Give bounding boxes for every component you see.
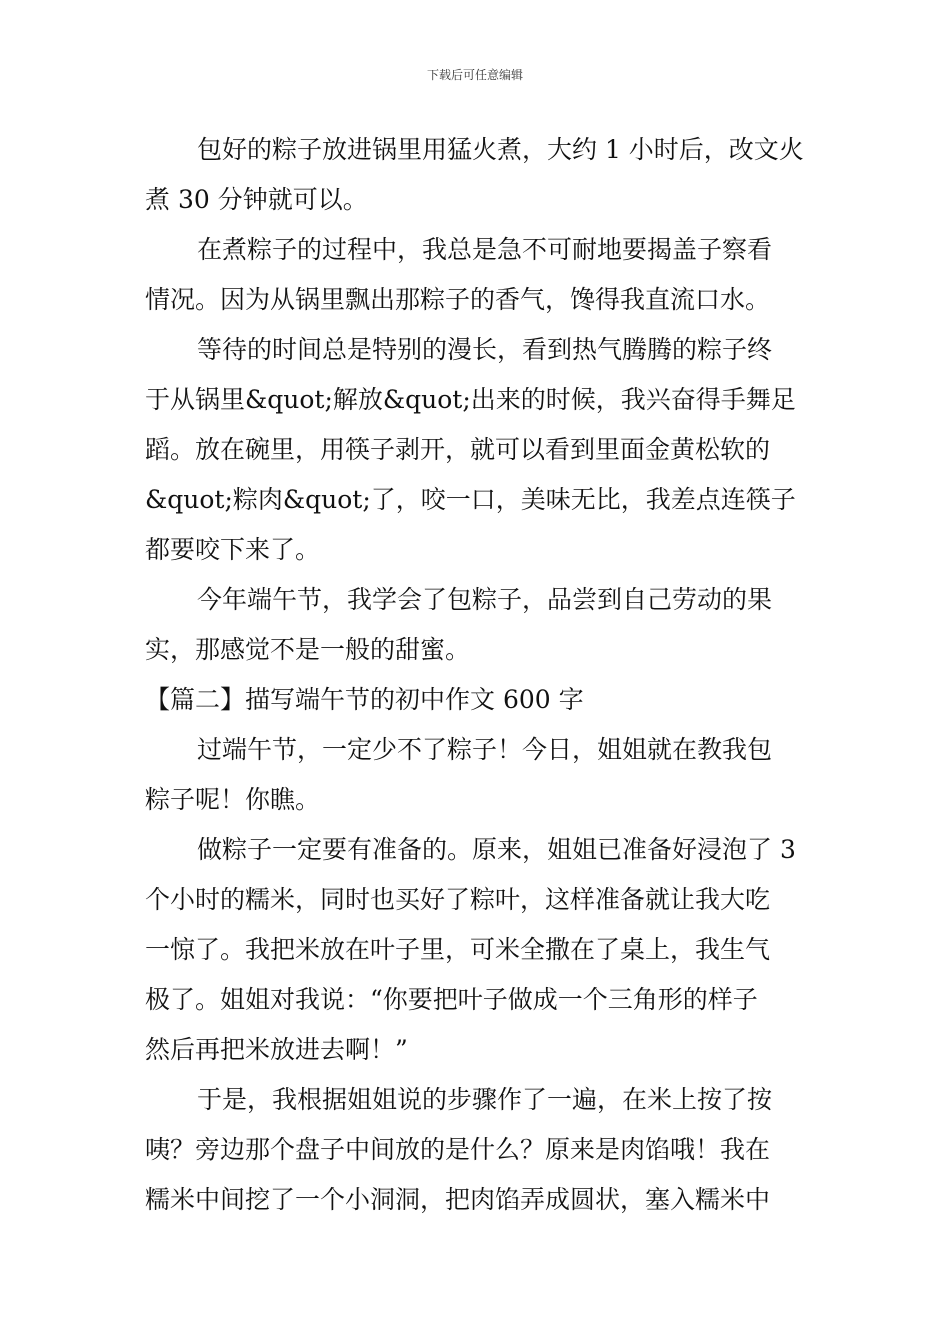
document-body: [145, 125, 810, 1225]
text-line: 实，那感觉不是一般的甜蜜。: [145, 635, 471, 664]
page-header: 下载后可任意编辑: [426, 68, 523, 82]
text-line: &quot;粽肉&quot;了，咬一口，美味无比，我差点连筷子: [145, 485, 796, 514]
text-line: 一惊了。我把米放在叶子里，可米全撒在了桌上，我生气: [145, 935, 771, 964]
text-line: 于是，我根据姐姐说的步骤作了一遍，在米上按了按: [197, 1085, 773, 1114]
text-line: 在煮粽子的过程中，我总是急不可耐地要揭盖子察看: [197, 235, 773, 264]
text-line: 过端午节，一定少不了粽子！今日，姐姐就在教我包: [197, 735, 773, 764]
text-line: 然后再把米放进去啊！”: [145, 1035, 408, 1064]
text-line: 咦？旁边那个盘子中间放的是什么？原来是肉馅哦！我在: [145, 1135, 771, 1164]
text-line: 都要咬下来了。: [145, 535, 321, 564]
text-line: 情况。因为从锅里飘出那粽子的香气，馋得我直流口水。: [145, 285, 771, 314]
text-line: 等待的时间总是特别的漫长，看到热气腾腾的粽子终: [197, 335, 773, 364]
text-line: 蹈。放在碗里，用筷子剥开，就可以看到里面金黄松软的: [145, 435, 771, 464]
section-heading: 【篇二】描写端午节的初中作文 600 字: [145, 685, 584, 714]
text-line: 个小时的糯米，同时也买好了粽叶，这样准备就让我大吃: [145, 885, 771, 914]
text-line: 粽子呢！你瞧。: [145, 785, 321, 814]
text-line: 今年端午节，我学会了包粽子，品尝到自己劳动的果: [197, 585, 773, 614]
text-line: 包好的粽子放进锅里用猛火煮，大约 1 小时后，改文火: [197, 135, 804, 164]
text-line: 极了。姐姐对我说：“你要把叶子做成一个三角形的样子: [145, 985, 758, 1014]
text-line: 煮 30 分钟就可以。: [145, 185, 368, 214]
text-line: 做粽子一定要有准备的。原来，姐姐已准备好浸泡了 3: [197, 835, 796, 864]
text-line: 于从锅里&quot;解放&quot;出来的时候，我兴奋得手舞足: [145, 385, 796, 414]
text-line: 糯米中间挖了一个小洞洞，把肉馅弄成圆状，塞入糯米中: [145, 1185, 771, 1214]
